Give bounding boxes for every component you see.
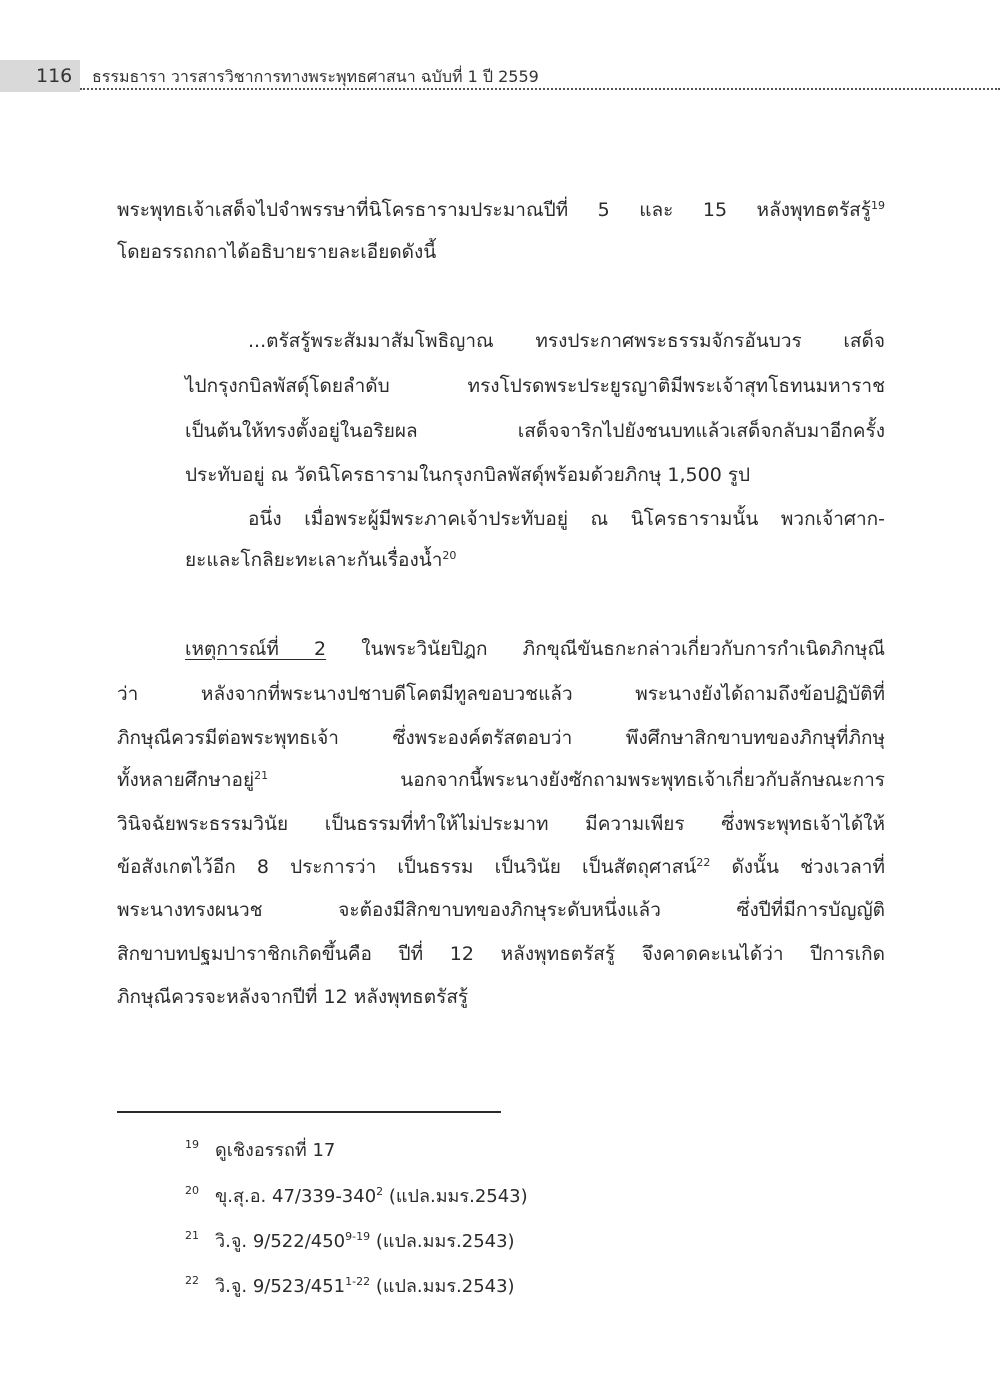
page-number: 116 [36, 65, 73, 87]
event-line-6-text-a: ข้อสังเกตไว้อีก 8 ประการว่า เป็นธรรม เป็นวินัย เป็นสัตถุศาสน์ [117, 856, 697, 878]
running-title: ธรรมธารา วารสารวิชาการทางพระพุทธศาสนา ฉบับที่ 1 ปี 2559 [92, 67, 539, 86]
footnote-19 [185, 1133, 335, 1163]
page-header [0, 60, 1000, 96]
footnote-superscript: 9-19 [345, 1230, 371, 1243]
footnote-20 [185, 1179, 528, 1209]
footnote-tail: (แปล.มมร.2543) [383, 1186, 528, 1207]
footnote-tail: (แปล.มมร.2543) [370, 1276, 515, 1297]
footnote-tail: (แปล.มมร.2543) [370, 1231, 515, 1252]
footnote-ref-19[interactable]: 19 [871, 199, 885, 212]
footnote-text: วิ.จู. 9/522/450 [215, 1231, 346, 1252]
event-line-7: พระนางทรงผนวช จะต้องมีสิกขาบทของภิกษุระดับหนึ่งแล้ว ซึ่งปีที่มีการบัญญัติ [117, 899, 885, 921]
footnote-superscript: 1-22 [345, 1275, 371, 1288]
quote-line-6 [185, 548, 456, 572]
event-line-6-text-b: ดังนั้น ช่วงเวลาที่ [710, 856, 885, 878]
footnote-number: 19 [185, 1138, 199, 1151]
quote-line-5: อนึ่ง เมื่อพระผู้มีพระภาคเจ้าประทับอยู่ ณ นิโครธารามนั้น พวกเจ้าศาก- [248, 508, 885, 530]
footnote-separator [117, 1111, 501, 1113]
footnote-number: 20 [185, 1184, 199, 1197]
quote-line-4: ประทับอยู่ ณ วัดนิโครธารามในกรุงกบิลพัสดุ์พร้อมด้วยภิกษุ 1,500 รูป [185, 464, 751, 486]
quote-line-6-text: ยะและโกลิยะทะเลาะกันเรื่องน้ำ [185, 549, 443, 571]
intro-line-1 [117, 198, 885, 222]
event-line-1 [185, 637, 885, 661]
event-heading: เหตุการณ์ที่ 2 [185, 638, 327, 660]
footnote-number: 22 [185, 1274, 199, 1287]
footnote-ref-20[interactable]: 20 [442, 549, 457, 562]
header-dotted-rule [80, 88, 1000, 90]
footnote-ref-22[interactable]: 22 [696, 856, 711, 869]
footnote-22 [185, 1269, 515, 1299]
footnote-text: ดูเชิงอรรถที่ 17 [215, 1140, 336, 1161]
footnote-ref-21[interactable]: 21 [254, 769, 269, 782]
event-line-2: ว่า หลังจากที่พระนางปชาบดีโคตมีทูลขอบวชแล้ว พระนางยังได้ถามถึงข้อปฏิบัติที่ [117, 683, 885, 705]
event-line-3: ภิกษุณีควรมีต่อพระพุทธเจ้า ซึ่งพระองค์ตรัสตอบว่า พึงศึกษาสิกขาบทของภิกษุที่ภิกษุ [117, 727, 885, 749]
event-line-4 [117, 768, 885, 792]
quote-line-3: เป็นต้นให้ทรงตั้งอยู่ในอริยผล เสด็จจาริกไปยังชนบทแล้วเสด็จกลับมาอีกครั้ง [185, 420, 885, 442]
event-line-4-text-b: นอกจากนี้พระนางยังซักถามพระพุทธเจ้าเกี่ยวกับลักษณะการ [268, 769, 885, 791]
quote-line-1: ...ตรัสรู้พระสัมมาสัมโพธิญาณ ทรงประกาศพระธรรมจักรอันบวร เสด็จ [248, 330, 885, 352]
footnote-21 [185, 1224, 515, 1254]
footnote-number: 21 [185, 1229, 199, 1242]
footnote-text: วิ.จู. 9/523/451 [215, 1276, 346, 1297]
page-number-box [0, 60, 80, 92]
event-line-1-text: ในพระวินัยปิฎก ภิกขุณีขันธกะกล่าวเกี่ยวกับการกำเนิดภิกษุณี [326, 638, 886, 660]
event-line-9: ภิกษุณีควรจะหลังจากปีที่ 12 หลังพุทธตรัสรู้ [117, 986, 469, 1008]
footnote-superscript: 2 [376, 1185, 384, 1198]
intro-line-1-text: พระพุทธเจ้าเสด็จไปจำพรรษาที่นิโครธารามประมาณปีที่ 5 และ 15 หลังพุทธตรัสรู้ [117, 199, 871, 221]
intro-line-2: โดยอรรถกถาได้อธิบายรายละเอียดดังนี้ [117, 241, 437, 263]
quote-line-2: ไปกรุงกบิลพัสดุ์โดยลำดับ ทรงโปรดพระประยูรญาติมีพระเจ้าสุทโธทนมหาราช [185, 375, 885, 397]
footnote-text: ขุ.สุ.อ. 47/339-340 [215, 1186, 377, 1207]
event-line-4-text-a: ทั้งหลายศึกษาอยู่ [117, 769, 255, 791]
event-line-5: วินิจฉัยพระธรรมวินัย เป็นธรรมที่ทำให้ไม่ประมาท มีความเพียร ซึ่งพระพุทธเจ้าได้ให้ [117, 813, 885, 835]
event-line-8: สิกขาบทปฐมปาราชิกเกิดขึ้นคือ ปีที่ 12 หลังพุทธตรัสรู้ จึงคาดคะเนได้ว่า ปีการเกิด [117, 943, 885, 965]
event-line-6 [117, 855, 885, 879]
